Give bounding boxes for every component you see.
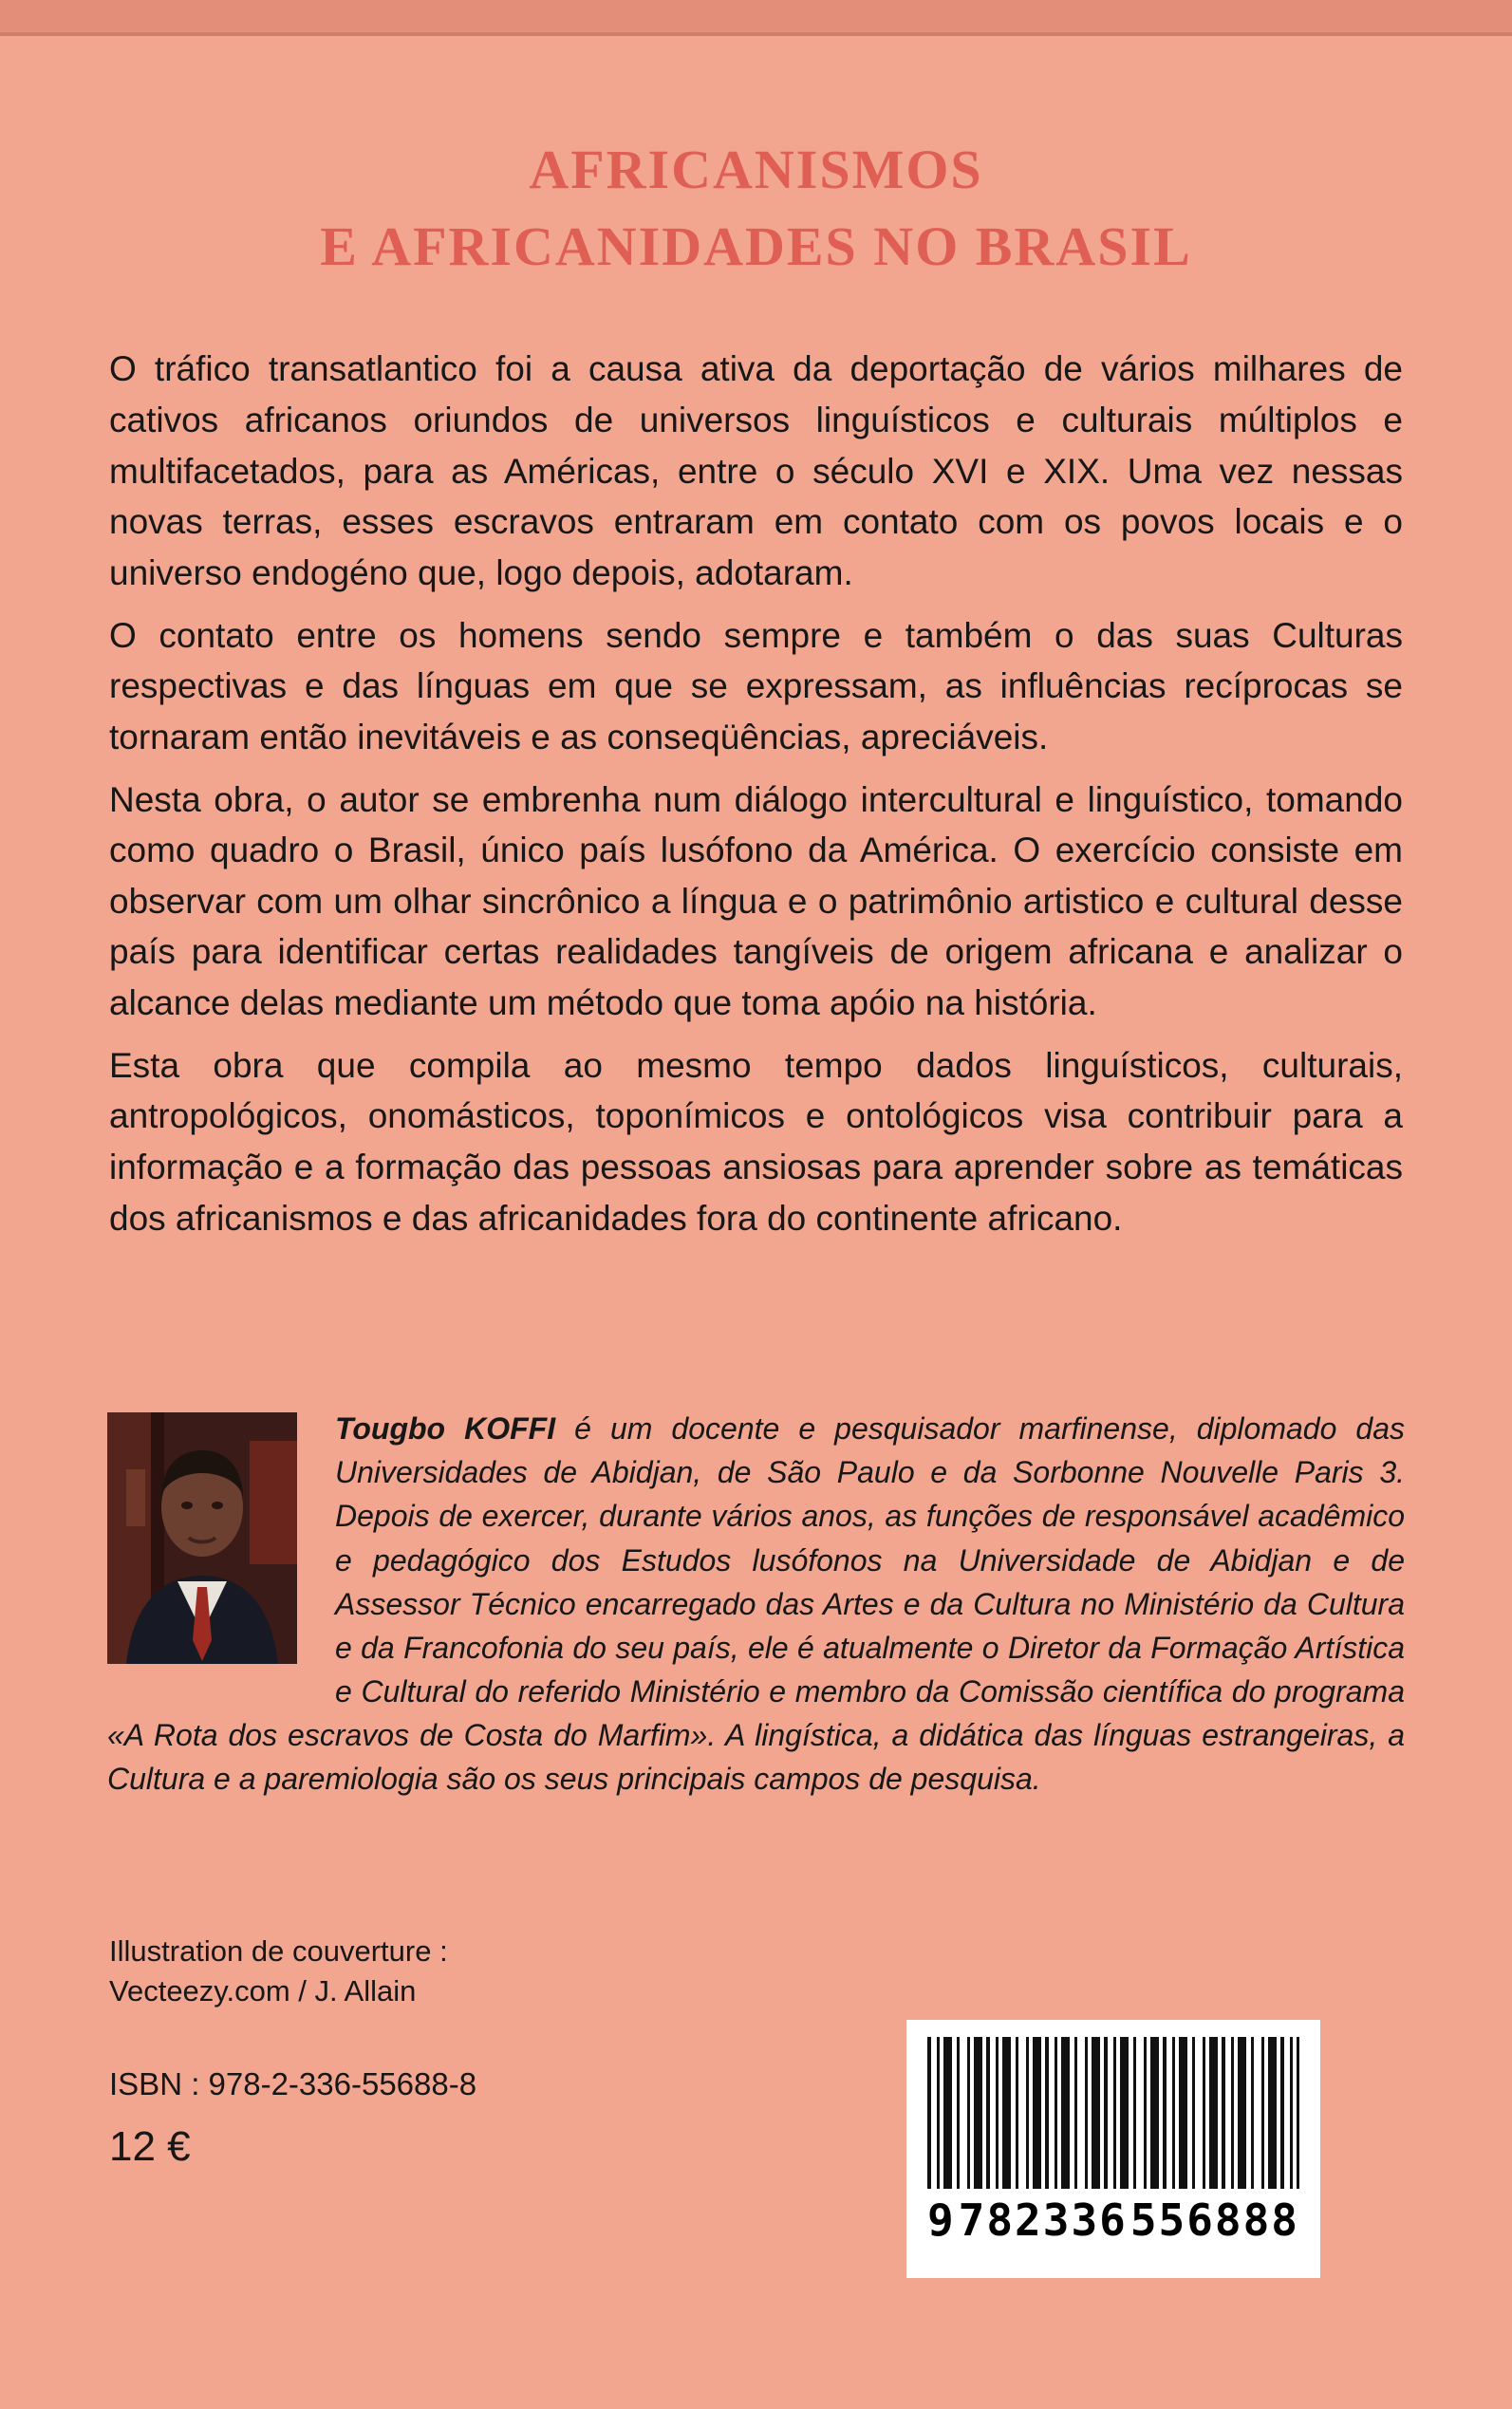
cover-credit-line1: Illustration de couverture : [109, 1933, 448, 1968]
isbn: ISBN : 978-2-336-55688-8 [109, 2065, 477, 2101]
book-title-line1: AFRICANISMOS [529, 139, 983, 200]
barcode-digits-group1: 782336 [958, 2194, 1128, 2246]
book-title [57, 131, 1455, 285]
author-bio-body: é um docente e pesquisador marfinense, diplomado das Universidades de Abidjan, de São Paulo e da Sorbonne Nouvelle Paris 3. Depois de exercer, durante vários anos, as funções de responsável acadêmico e pedagógico dos Estudos lusófonos na Universidade de Abidjan e de Assessor Técnico encarregado das Artes e da Cultura no Ministério da Cultura e da Francofonia do seu país, ele é atualmente o Diretor da Formação Artística e Cultural do referido Ministério e membro da Comissão científica do programa «A Rota dos escravos de Costa do Marfim». A lingística, a didática das línguas estrangeiras, a Cultura e a paremiologia são os seus principais campos de pesquisa. [107, 1411, 1406, 1796]
barcode-digits-group2: 556888 [1129, 2194, 1299, 2246]
synopsis-paragraph: Nesta obra, o autor se embrenha num diálogo intercultural e linguístico, tomando como quadro o Brasil, único país lusófono da América. O exercício consiste em observar com um olhar sincrônico a língua e o patrimônio artistico e cultural desse país para identificar certas realidades tangíveis de origem africana e analizar o alcance delas mediante um método que toma apóio na história. [109, 779, 1403, 1023]
cover-credit [109, 1932, 1403, 2011]
author-name: Tougbo KOFFI [335, 1411, 556, 1447]
author-photo [107, 1412, 297, 1664]
cover-credit-line2: Vecteezy.com / J. Allain [109, 1973, 417, 2008]
barcode [906, 2020, 1320, 2278]
barcode-bars [927, 2037, 1299, 2189]
synopsis-paragraph: Esta obra que compila ao mesmo tempo dados linguísticos, culturais, antropológicos, onomásticos, toponímicos e ontológicos visa contribuir para a informação e a formação das pessoas ansiosas para aprender sobre as temáticas dos africanismos e das africanidades fora do continente africano. [109, 1045, 1403, 1238]
barcode-number [927, 2194, 1299, 2246]
top-band [0, 0, 1512, 36]
author-bio-text [107, 1407, 1405, 1801]
book-title-line2: E AFRICANIDADES NO BRASIL [320, 215, 1192, 278]
barcode-digit-left: 9 [927, 2194, 956, 2246]
synopsis-paragraph: O contato entre os homens sendo sempre e também o das suas Culturas respectivas e das línguas em que se expressam, as influências recíprocas se tornaram então inevitáveis e as conseqüências, apreciáveis. [109, 615, 1403, 756]
price: 12 € [109, 2122, 191, 2170]
synopsis [109, 344, 1403, 1243]
synopsis-paragraph: O tráfico transatlantico foi a causa ativa da deportação de vários milhares de cativos africanos oriundos de universos linguísticos e culturais múltiplos e multifacetados, para as Américas, entre o século XVI e XIX. Uma vez nessas novas terras, esses escravos entraram em contato com os povos locais e o universo endogéno que, logo depois, adotaram. [109, 349, 1403, 592]
author-bio [107, 1407, 1405, 1801]
author-photo-image [107, 1412, 297, 1664]
